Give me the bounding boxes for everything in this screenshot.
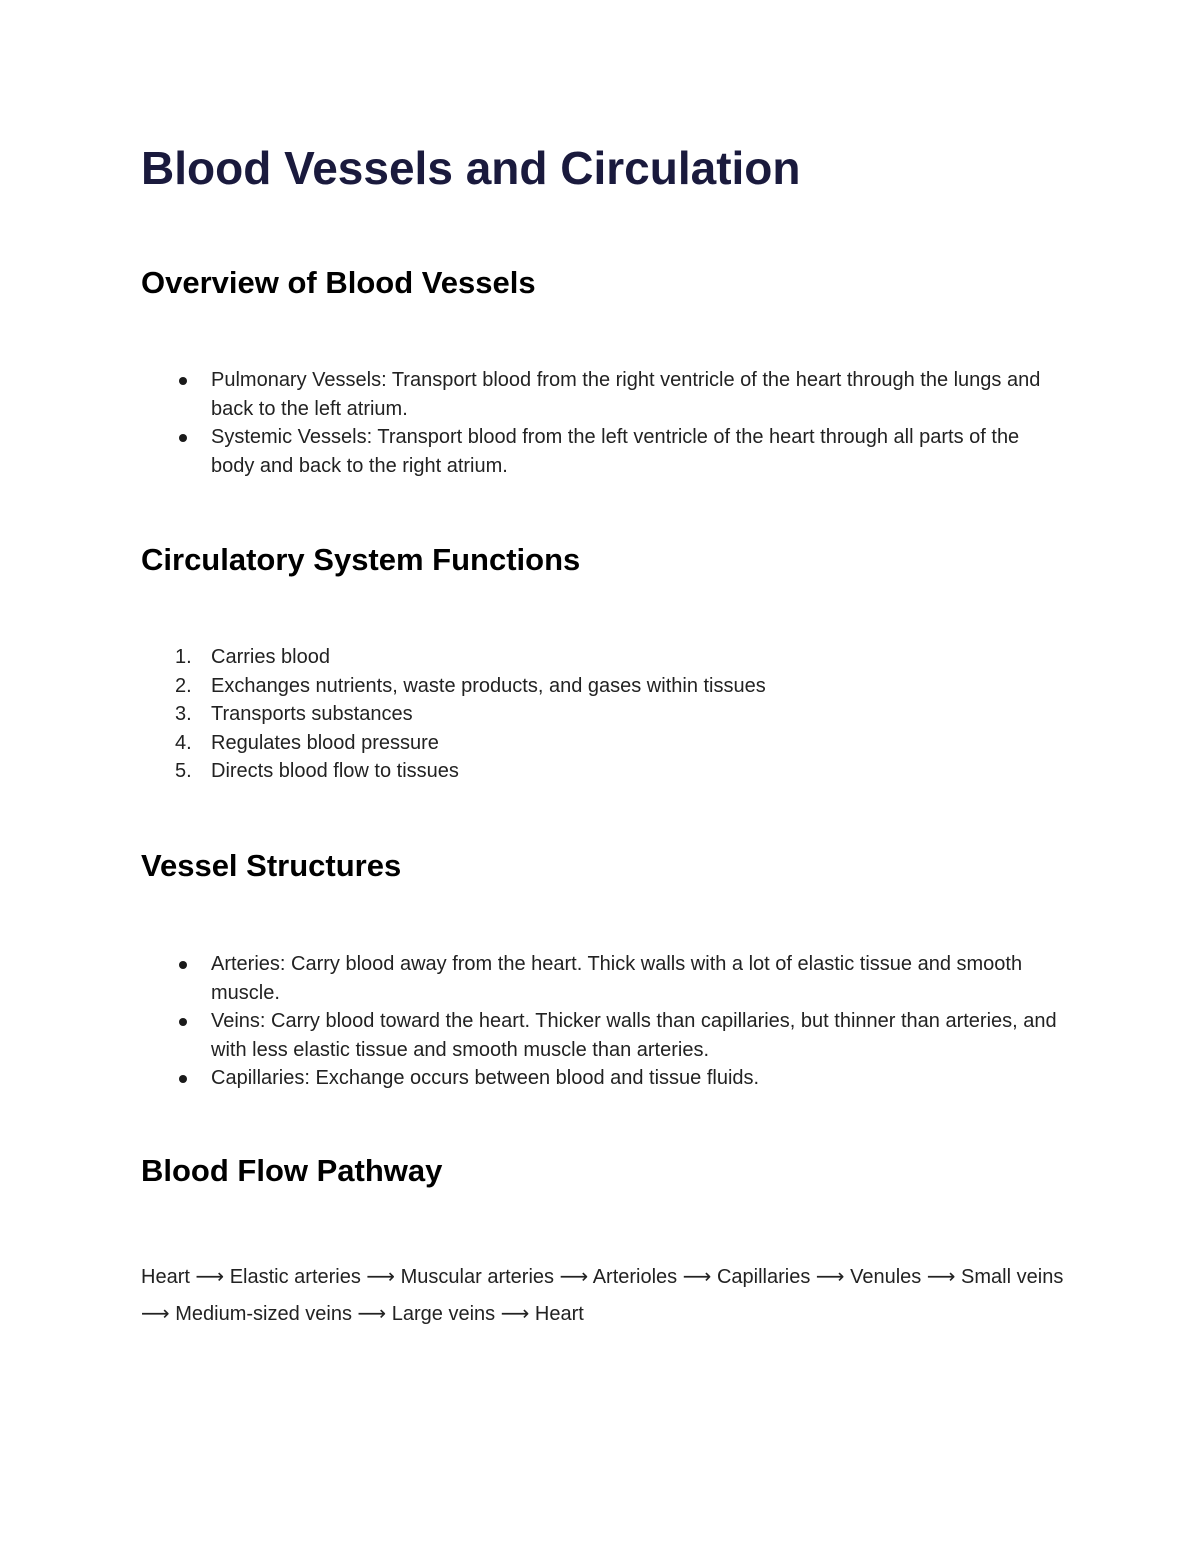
bullet-icon — [179, 961, 187, 969]
list-item — [141, 366, 1061, 423]
section-heading-pathway: Blood Flow Pathway — [141, 1153, 443, 1188]
list-item-text: Capillaries: Exchange occurs between blood and tissue fluids. — [211, 1067, 760, 1090]
list-item — [141, 1007, 1061, 1064]
bullet-icon — [179, 377, 187, 385]
list-number: 3. — [175, 703, 192, 726]
list-item-text: Arteries: Carry blood away from the heart. Thick walls with a lot of elastic tissue and smooth muscle. — [211, 953, 1023, 1004]
section-heading-overview: Overview of Blood Vessels — [141, 265, 536, 300]
list-item-text: Regulates blood pressure — [211, 731, 439, 754]
list-item-text: Carries blood — [211, 646, 330, 668]
list-item — [141, 423, 1061, 480]
bullet-icon — [179, 434, 187, 442]
list-item-text: Exchanges nutrients, waste products, and gases within tissues — [211, 674, 766, 697]
pathway-text: Heart ⟶ Elastic arteries ⟶ Muscular arteries ⟶ Arterioles ⟶ Capillaries ⟶ Venules ⟶ Small veins ⟶ Medium-sized veins ⟶ Large veins ⟶ Heart — [141, 1266, 1064, 1325]
list-item-text: Transports substances — [211, 703, 413, 726]
functions-list — [141, 643, 1061, 786]
list-item — [141, 643, 1061, 672]
list-item-text: Directs blood flow to tissues — [211, 760, 459, 783]
list-number: 1. — [175, 646, 192, 668]
list-number: 2. — [175, 674, 192, 697]
page-title: Blood Vessels and Circulation — [141, 142, 801, 194]
bullet-icon — [179, 1018, 187, 1026]
list-item-text: Systemic Vessels: Transport blood from the left ventricle of the heart through all parts of the body and back to the right atrium. — [211, 426, 1020, 477]
list-item — [141, 1064, 1061, 1093]
section-heading-structures: Vessel Structures — [141, 848, 402, 883]
list-item-text: Pulmonary Vessels: Transport blood from the right ventricle of the heart through the lungs and back to the left atrium. — [211, 369, 1041, 420]
list-item-text: Veins: Carry blood toward the heart. Thicker walls than capillaries, but thinner than arteries, and with less elastic tissue and smooth muscle than arteries. — [211, 1010, 1057, 1061]
list-item — [141, 950, 1061, 1007]
list-number: 4. — [175, 731, 192, 754]
list-item — [141, 757, 1061, 786]
overview-list — [141, 366, 1061, 480]
list-item — [141, 729, 1061, 758]
structures-list — [141, 950, 1061, 1093]
section-heading-functions: Circulatory System Functions — [141, 542, 581, 577]
bullet-icon — [179, 1075, 187, 1083]
list-item — [141, 672, 1061, 701]
list-item — [141, 700, 1061, 729]
list-number: 5. — [175, 760, 192, 783]
